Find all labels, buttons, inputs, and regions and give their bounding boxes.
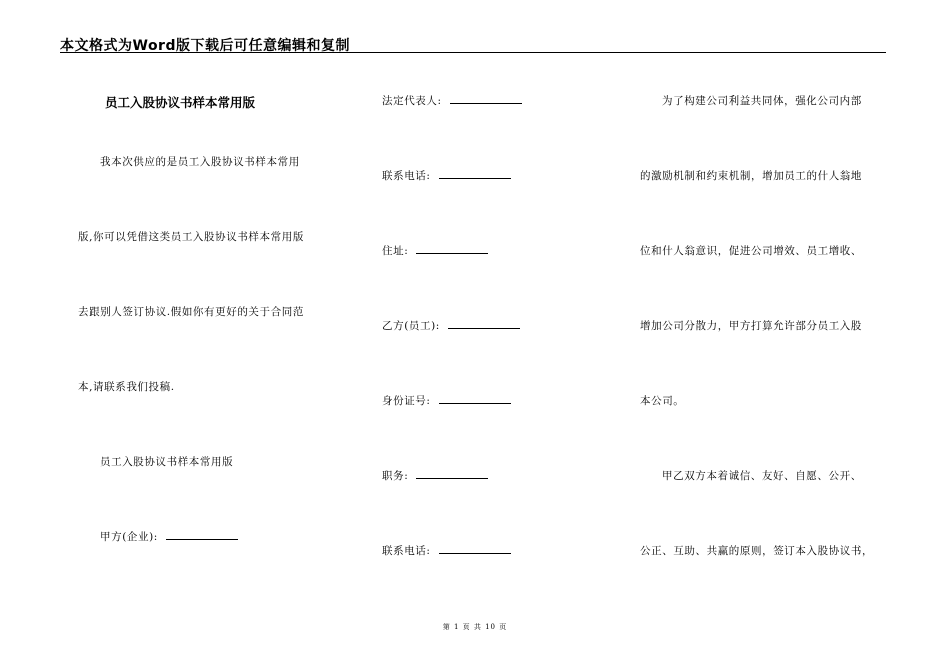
phone-label-1: 联系电话: (382, 170, 431, 182)
body-line-1: 为了构建公司利益共同体，强化公司内部 (662, 95, 862, 107)
phone-label-2: 联系电话: (382, 545, 431, 557)
legal-rep-field (382, 93, 522, 108)
body-line-3: 位和什人翁意识，促进公司增效、员工增收、 (640, 245, 862, 257)
position-label: 职务: (382, 470, 409, 482)
header-divider (60, 52, 886, 53)
body-line-5: 本公司。 (640, 395, 685, 407)
phone-field-2 (382, 543, 511, 558)
address-blank (416, 244, 488, 254)
intro-line-2: 版,你可以凭借这类员工入股协议书样本常用版 (78, 231, 304, 243)
id-number-blank (439, 394, 511, 404)
intro-line-3: 去跟别人签订协议.假如你有更好的关于合同范 (78, 306, 304, 318)
position-blank (416, 469, 488, 479)
document-title: 员工入股协议书样本常用版 (105, 95, 256, 110)
section-subtitle: 员工入股协议书样本常用版 (100, 456, 234, 468)
phone-field-1 (382, 168, 511, 183)
party-a-label: 甲方(企业): (100, 531, 158, 543)
body-line-7: 公正、互助、共赢的原则，签订本入股协议书， (640, 545, 874, 557)
party-a-blank (166, 530, 238, 540)
intro-line-4: 本,请联系我们投稿. (78, 381, 175, 393)
intro-line-1: 我本次供应的是员工入股协议书样本常用 (100, 156, 300, 168)
phone-blank-1 (439, 169, 511, 179)
phone-blank-2 (439, 544, 511, 554)
legal-rep-blank (450, 94, 522, 104)
party-b-label: 乙方(员工): (382, 320, 440, 332)
body-line-6: 甲乙双方本着诚信、友好、自愿、公开、 (662, 470, 862, 482)
legal-rep-label: 法定代表人: (382, 95, 442, 107)
address-field (382, 243, 488, 258)
body-line-4: 增加公司分散力，甲方打算允许部分员工入股 (640, 320, 862, 332)
document-header-title: 本文格式为Word版下载后可任意编辑和复制 (60, 38, 350, 54)
address-label: 住址: (382, 245, 409, 257)
id-number-label: 身份证号: (382, 395, 431, 407)
page-number: 第 1 页 共 10 页 (442, 623, 508, 631)
party-b-blank (448, 319, 520, 329)
party-b-field (382, 318, 520, 333)
id-number-field (382, 393, 511, 408)
party-a-field (100, 529, 238, 544)
position-field (382, 468, 488, 483)
body-line-2: 的激励机制和约束机制，增加员工的什人翁地 (640, 170, 862, 182)
